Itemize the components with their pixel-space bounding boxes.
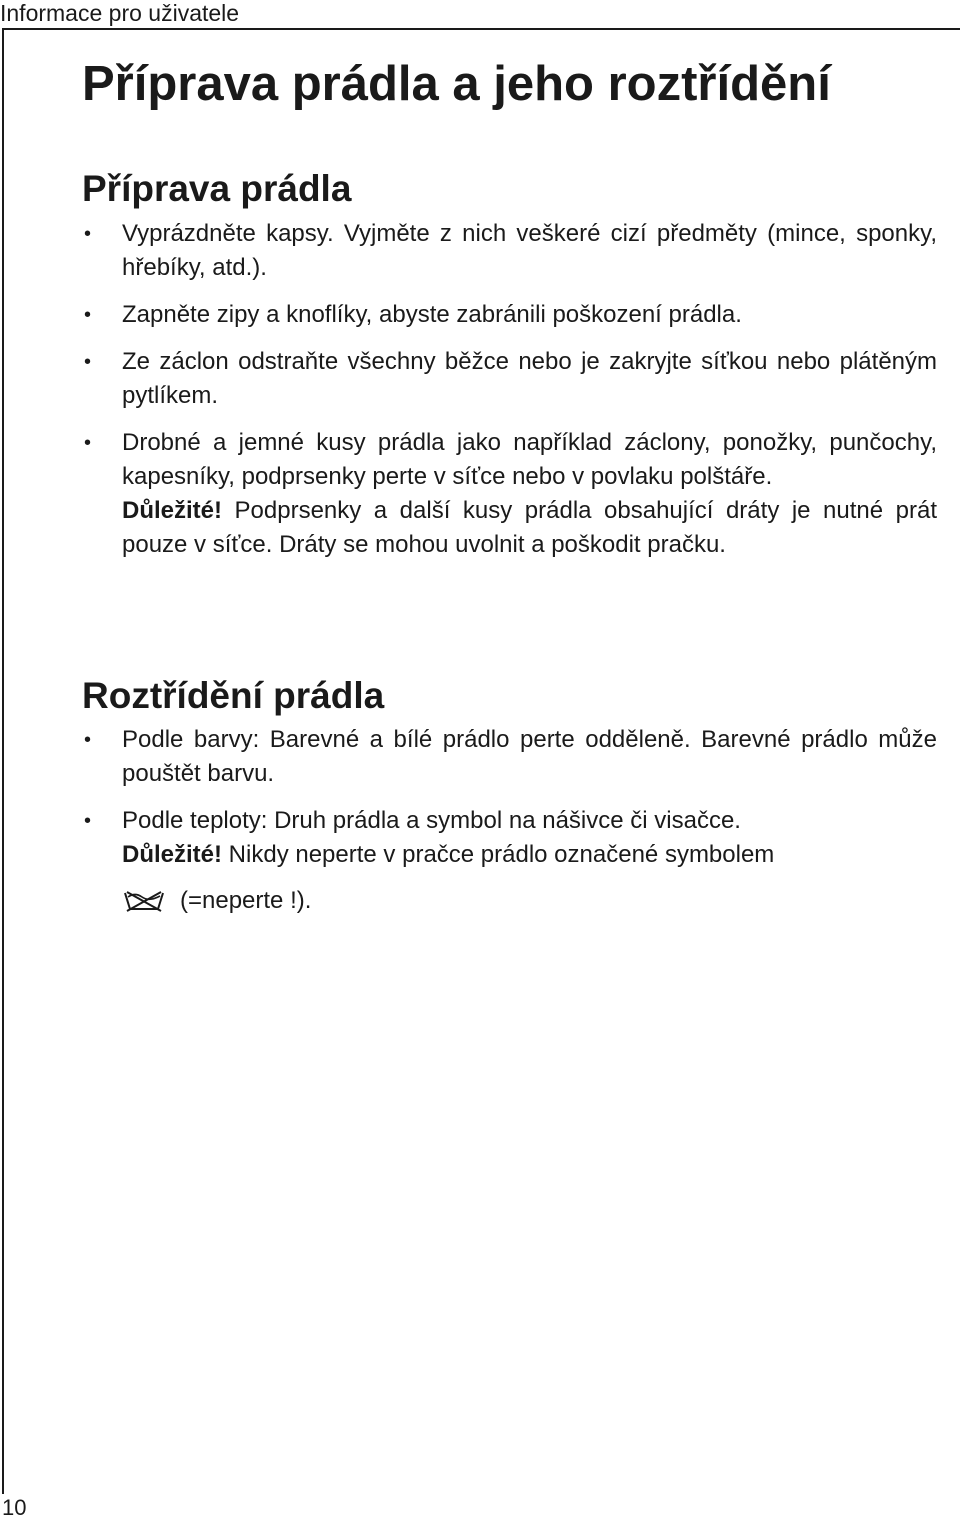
header-rule (2, 28, 960, 30)
section-heading-roztrideni: Roztřídění prádla (82, 675, 385, 716)
priprava-list (82, 217, 937, 575)
bullet-icon: • (84, 729, 92, 751)
important-text: Podprsenky a další kusy prádla obsahující dráty je nutné prát pouze v síťce. Dráty se mohou uvolnit a poškodit pračku. (122, 497, 937, 558)
do-not-wash-symbol-line (122, 884, 937, 918)
roztrideni-list (82, 723, 937, 931)
bullet-icon: • (84, 810, 92, 832)
list-item (82, 345, 937, 413)
do-not-wash-icon (122, 889, 166, 915)
margin-rule (2, 28, 4, 1494)
important-label: Důležité! (122, 841, 223, 868)
important-note (122, 494, 937, 562)
list-item-text: Podle barvy: Barevné a bílé prádlo perte odděleně. Barevné prádlo může pouštět barvu. (122, 726, 937, 787)
list-item-text: Vyprázdněte kapsy. Vyjměte z nich veškeré cizí předměty (mince, sponky, hřebíky, atd.). (122, 220, 937, 281)
list-item (82, 217, 937, 285)
bullet-icon: • (84, 351, 92, 373)
list-item-text: Podle teploty: Druh prádla a symbol na nášivce či visačce. (122, 807, 741, 834)
list-item (82, 298, 937, 332)
list-item-text: Ze záclon odstraňte všechny běžce nebo je zakryjte síťkou nebo plátěným pytlíkem. (122, 348, 937, 409)
important-note (122, 838, 937, 872)
page-number: 10 (2, 1495, 27, 1520)
list-item-text: Drobné a jemné kusy prádla jako například záclony, ponožky, punčochy, kapesníky, podprsenky perte v síťce nebo v povlaku polštáře. (122, 429, 937, 490)
list-item (82, 426, 937, 562)
bullet-icon: • (84, 223, 92, 245)
bullet-icon: • (84, 432, 92, 454)
list-item-text: Zapněte zipy a knoflíky, abyste zabránili poškození prádla. (122, 301, 742, 328)
page-title: Příprava prádla a jeho roztřídění (82, 57, 831, 111)
bullet-icon: • (84, 304, 92, 326)
important-text: Nikdy neperte v pračce prádlo označené symbolem (222, 841, 775, 868)
list-item (82, 804, 937, 918)
important-label: Důležité! (122, 497, 223, 524)
list-item (82, 723, 937, 791)
section-heading-priprava: Příprava prádla (82, 168, 352, 209)
do-not-wash-caption: (=neperte !). (180, 887, 312, 914)
running-header: Informace pro uživatele (0, 0, 240, 26)
